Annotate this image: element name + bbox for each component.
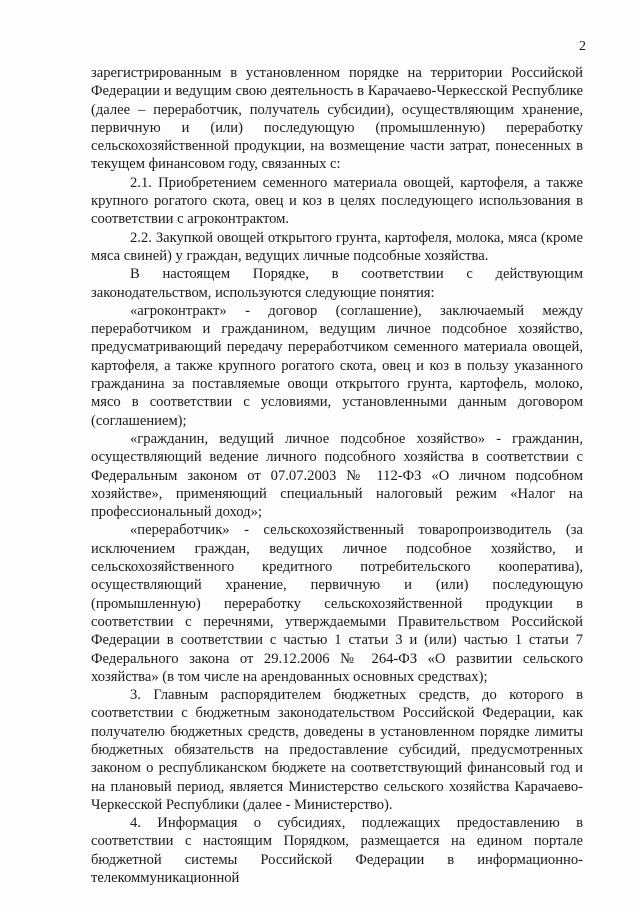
paragraph-2-2: 2.2. Закупкой овощей открытого грунта, картофеля, молока, мяса (кроме мяса свиней) у граждан, ведущих личные подсобные хозяйства. (91, 229, 583, 264)
paragraph-2-1: 2.1. Приобретением семенного материала овощей, картофеля, а также крупного рогатого скота, овец и коз в целях последующего использования в соответствии с агроконтрактом. (91, 174, 583, 228)
paragraph-4: 4. Информация о субсидиях, подлежащих предоставлению в соответствии с настоящим Порядком, размещается на едином портале бюджетной системы Российской Федерации в информационно-телекоммуникационной (91, 815, 583, 887)
paragraph-definition-citizen: «гражданин, ведущий личное подсобное хозяйство» - гражданин, осуществляющий ведение личного подсобного хозяйства в соответствии с Федеральным законом от 07.07.2003 № 112-ФЗ «О личном подсобном хозяйстве», применяющий специальный налоговый режим «Налог на профессиональный доход»; (91, 430, 583, 521)
paragraph-continuation: зарегистрированным в установленном порядке на территории Российской Федерации и ведущим свою деятельность в Карачаево-Черкесской Республике (далее – переработчик, получатель субсидии), осуществляющим хранение, первичную и (или) последующую (промышленную) переработку сельскохозяйственной продукции, на возмещение части затрат, понесенных в текущем финансовом году, связанных с: (91, 65, 583, 173)
paragraph-definition-processor: «переработчик» - сельскохозяйственный товаропроизводитель (за исключением граждан, ведущих личное подсобное хозяйство, и сельскохозяйственного кредитного потребительского кооператива), осуществляющий хранение, первичную и (или) последующую (промышленную) переработку сельскохозяйственной продукции в соответствии с перечнями, утверждаемыми Правительством Российской Федерации в соответствии с частью 1 статьи 3 и (или) частью 1 статьи 7 Федерального закона от 29.12.2006 № 264-ФЗ «О развитии сельского хозяйства» (в том числе на арендованных основных средствах); (91, 522, 583, 685)
paragraph-definitions-intro: В настоящем Порядке, в соответствии с действующим законодательством, используются следующие понятия: (91, 266, 583, 301)
paragraph-definition-agrocontract: «агроконтракт» - договор (соглашение), заключаемый между переработчиком и гражданином, ведущим личное подсобное хозяйство, предусматривающий передачу переработчиком семенного материала овощей, картофеля, а также крупного рогатого скота, овец и коз в пользу указанного гражданина за поставляемые овощи открытого грунта, картофель, молоко, мясо в соответствии с условиями, установленными данным договором (соглашением); (91, 302, 583, 429)
page-number: 2 (579, 39, 586, 54)
document-body (91, 64, 583, 887)
paragraph-3: 3. Главным распорядителем бюджетных средств, до которого в соответствии с бюджетным законодательством Российской Федерации, как получателю бюджетных средств, доведены в установленном порядке лимиты бюджетных обязательств на предоставление субсидий, предусмотренных законом о республиканском бюджете на соответствующий финансовый год и на плановый период, является Министерство сельского хозяйства Карачаево-Черкесской Республики (далее - Министерство). (91, 687, 583, 813)
